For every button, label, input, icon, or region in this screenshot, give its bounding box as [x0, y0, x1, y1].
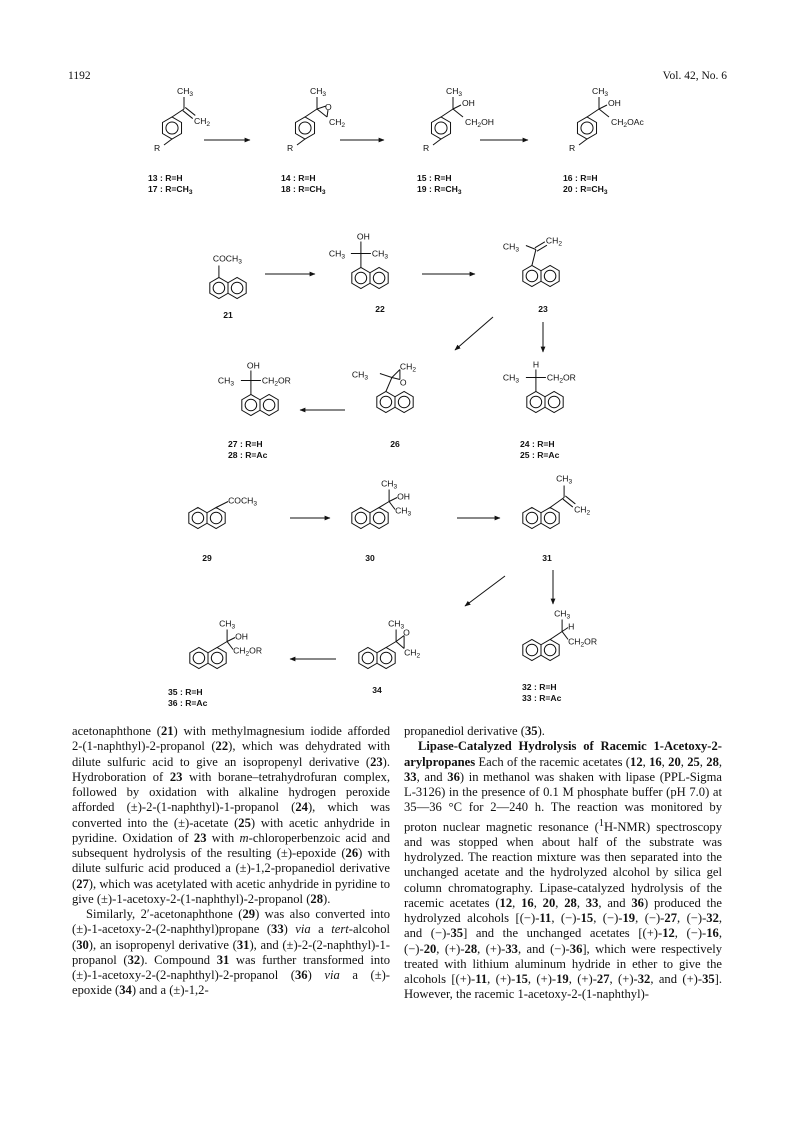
- bond: [441, 109, 453, 117]
- naphthalene-ring: [260, 395, 278, 416]
- naphthalene-ring: [370, 508, 388, 529]
- reaction-arrow: [465, 576, 505, 606]
- compound-label: 24 : R=H: [520, 439, 555, 449]
- substituent-label: OH: [246, 360, 260, 371]
- compound-label: 26: [390, 439, 400, 449]
- body-column-left: [72, 724, 390, 999]
- substituent-label: CH3: [556, 473, 573, 486]
- bond: [297, 139, 305, 145]
- substituent-label: CH3: [177, 86, 194, 98]
- bond: [392, 370, 400, 378]
- bond: [587, 109, 599, 117]
- bond: [386, 642, 396, 648]
- substituent-label: CH3: [219, 618, 236, 631]
- bond: [379, 502, 389, 508]
- substituent-label: H: [532, 359, 540, 370]
- substituent-label: CH3: [592, 86, 609, 98]
- naphthalene-ring: [359, 648, 377, 669]
- substituent-label: H: [568, 621, 575, 632]
- naphthalene-ring: [190, 648, 208, 669]
- aromatic-circle: [192, 512, 204, 524]
- compound-label: 30: [365, 553, 375, 563]
- compound-label: 29: [202, 553, 212, 563]
- naphthalene-ring: [370, 268, 388, 289]
- benzene-ring: [577, 117, 596, 139]
- substituent-label: R: [154, 143, 161, 153]
- aromatic-circle: [380, 396, 392, 408]
- aromatic-circle: [526, 270, 538, 282]
- naphthalene-ring: [189, 508, 207, 529]
- compound-label: 25 : R=Ac: [520, 450, 560, 460]
- bond: [227, 638, 235, 642]
- bond: [550, 498, 564, 508]
- naphthalene-ring: [352, 268, 370, 289]
- aromatic-circle: [373, 272, 385, 284]
- benzene-ring: [295, 117, 314, 139]
- aromatic-circle: [263, 399, 275, 411]
- substituent-label: R: [423, 143, 430, 153]
- substituent-label: CH2: [545, 235, 563, 248]
- naphthalene-ring: [228, 278, 246, 299]
- bond: [453, 105, 461, 109]
- bond: [599, 105, 607, 109]
- aromatic-circle: [299, 122, 311, 134]
- naphthalene-ring: [523, 508, 541, 529]
- page-number: 1192: [68, 70, 91, 82]
- substituent-label: CH2OAc: [611, 117, 644, 129]
- reaction-arrow: [455, 317, 493, 350]
- aromatic-circle: [581, 122, 593, 134]
- compound-label: 27 : R=H: [228, 439, 263, 449]
- bond: [453, 109, 463, 117]
- substituent-label: CH2OR: [568, 636, 598, 649]
- bond: [389, 498, 397, 502]
- aromatic-circle: [530, 396, 542, 408]
- substituent-label: CH3: [388, 618, 405, 631]
- substituent-label: CH3: [351, 369, 369, 382]
- naphthalene-ring: [207, 508, 225, 529]
- substituent-label: COCH3: [228, 495, 258, 508]
- substituent-label: CH2OH: [465, 117, 494, 129]
- compound-label: 23: [538, 304, 548, 314]
- compound-label: 32 : R=H: [522, 682, 557, 692]
- bond: [386, 378, 392, 392]
- aromatic-circle: [355, 272, 367, 284]
- substituent-label: CH3: [446, 86, 463, 98]
- substituent-label: OH: [235, 631, 248, 642]
- substituent-label: O: [403, 627, 410, 638]
- aromatic-circle: [548, 396, 560, 408]
- benzene-ring: [431, 117, 450, 139]
- aromatic-circle: [166, 122, 178, 134]
- substituent-label: CH3: [328, 248, 346, 261]
- substituent-label: CH3: [502, 372, 520, 385]
- compound-label: 17 : R=CH3: [148, 184, 193, 196]
- substituent-label: CH2: [194, 116, 211, 128]
- substituent-label: CH2: [329, 117, 346, 129]
- compound-label: 15 : R=H: [417, 173, 452, 183]
- bond: [433, 139, 441, 145]
- substituent-label: O: [325, 102, 332, 112]
- compound-label: 13 : R=H: [148, 173, 183, 183]
- aromatic-circle: [211, 652, 223, 664]
- naphthalene-ring: [541, 266, 559, 287]
- naphthalene-ring: [523, 640, 541, 661]
- substituent-label: OH: [462, 98, 475, 108]
- compound-label: 35 : R=H: [168, 687, 203, 697]
- bond: [216, 502, 228, 508]
- aromatic-circle: [213, 282, 225, 294]
- substituent-label: R: [287, 143, 294, 153]
- naphthalene-ring: [527, 392, 545, 413]
- substituent-label: CH3: [554, 608, 571, 621]
- substituent-label: CH2OR: [261, 375, 291, 388]
- bond: [217, 642, 227, 648]
- aromatic-circle: [245, 399, 257, 411]
- bond: [526, 246, 536, 250]
- compound-label: 18 : R=CH3: [281, 184, 326, 196]
- compound-label: 34: [372, 685, 382, 695]
- substituent-label: CH2OR: [233, 645, 263, 658]
- substituent-label: CH2: [574, 504, 591, 517]
- bond: [532, 250, 536, 266]
- naphthalene-ring: [352, 508, 370, 529]
- substituent-label: COCH3: [212, 253, 242, 266]
- compound-label: 31: [542, 553, 552, 563]
- aromatic-circle: [362, 652, 374, 664]
- substituent-label: CH3: [502, 241, 520, 254]
- compound-label: 21: [223, 310, 233, 320]
- paragraph: Similarly, 2′-acetonaphthone (29) was also converted into (±)-1-acetoxy-2-(2-naphthyl)propane (33) via a tert-alcohol (30), an isopropenyl derivative (31), and (±)-2-(2-naphthyl)-1-propanol (32). Compound 31 was further transformed into (±)-1-acetoxy-2-(2-naphthyl)-2-propanol (36) via a (±)-epoxide (34) and a (±)-1,2-: [72, 907, 391, 998]
- aromatic-circle: [210, 512, 222, 524]
- bond: [396, 642, 404, 649]
- substituent-label: CH2: [399, 361, 417, 374]
- aromatic-circle: [435, 122, 447, 134]
- journal-issue: Vol. 42, No. 6: [662, 70, 727, 82]
- compound-label: 20 : R=CH3: [563, 184, 608, 196]
- aromatic-circle: [380, 652, 392, 664]
- compound-label: 33 : R=Ac: [522, 693, 562, 703]
- compound-label: 36 : R=Ac: [168, 698, 208, 708]
- naphthalene-ring: [541, 640, 559, 661]
- substituent-label: O: [399, 377, 407, 388]
- naphthalene-ring: [210, 278, 228, 299]
- naphthalene-ring: [242, 395, 260, 416]
- compound-label: 19 : R=CH3: [417, 184, 462, 196]
- naphthalene-ring: [395, 392, 413, 413]
- bond: [172, 109, 184, 117]
- aromatic-circle: [544, 512, 556, 524]
- substituent-label: OH: [397, 491, 410, 502]
- substituent-label: CH2: [404, 647, 421, 660]
- aromatic-circle: [526, 512, 538, 524]
- substituent-label: CH3: [381, 478, 398, 491]
- substituent-label: OH: [356, 231, 370, 242]
- aromatic-circle: [398, 396, 410, 408]
- bond: [164, 139, 172, 145]
- naphthalene-ring: [523, 266, 541, 287]
- bond: [599, 109, 609, 117]
- substituent-label: CH3: [310, 86, 327, 98]
- substituent-label: CH2OR: [546, 372, 576, 385]
- paragraph: Lipase-Catalyzed Hydrolysis of Racemic 1-Acetoxy-2-arylpropanes Each of the racemic acetates (12, 16, 20, 25, 28, 33, and 36) in methanol was shaken with lipase (PPL-Sigma L-3126) in the presence of 0.1 M phosphate buffer (pH 7.0) at 35—36 °C for 2—240 h. The reaction was monitored by proton nuclear magnetic resonance ($^1$H-NMR) spectroscopy and was stopped when about half of the substrate was hydrolyzed. The reaction mixture was then separated into the unchanged acetate and the hydrolyzed alcohol by silica gel column chromatography. Lipase-catalyzed hydrolysis of the racemic acetates (12, 16, 20, 28, 33, and 36) produced the hydrolyzed alcohols [(−)-11, (−)-15, (−)-19, (−)-27, (−)-32, and (−)-35] and the unchanged acetates [(+)-12, (−)-16, (−)-20, (+)-28, (+)-33, and (−)-36], which were respectively treated with lithium aluminum hydride in ether to give the alcohols [(+)-11, (+)-15, (+)-19, (+)-27, (+)-32, and (+)-35]. However, the racemic 1-acetoxy-2-(1-naphthyl)-: [404, 739, 723, 1002]
- bond: [380, 374, 392, 378]
- substituent-label: CH3: [371, 248, 389, 261]
- compound-label: 14 : R=H: [281, 173, 316, 183]
- bond: [550, 632, 562, 640]
- compound-label: 22: [375, 304, 385, 314]
- compound-label: 16 : R=H: [563, 173, 598, 183]
- paragraph: acetonaphthone (21) with methylmagnesium iodide afforded 2-(1-naphthyl)-2-propanol (22), which was dehydrated with dilute sulfuric acid to give an isopropenyl derivative (23). Hydroboration of 23 with borane–tetrahydrofuran complex, followed by oxidation with alkaline hydrogen peroxide afforded (±)-2-(1-naphthyl)-1-propanol (24), which was converted into the (±)-acetate (25) with acetic anhydride in pyridine. Oxidation of 23 with m-chloroperbenzoic acid and subsequent hydrolysis of the resulting (±)-epoxide (26) with dilute sulfuric acid produced a (±)-1,2-propanediol derivative (27), which was acetylated with acetic anhydride in pyridine to give (±)-1-acetoxy-2-(1-naphthyl)-2-propanol (28).: [72, 724, 391, 906]
- bond: [392, 378, 400, 380]
- bond: [305, 109, 317, 117]
- aromatic-circle: [526, 644, 538, 656]
- naphthalene-ring: [377, 392, 395, 413]
- naphthalene-ring: [208, 648, 226, 669]
- benzene-ring: [162, 117, 181, 139]
- substituent-label: CH3: [217, 375, 235, 388]
- compound-label: 28 : R=Ac: [228, 450, 268, 460]
- aromatic-circle: [193, 652, 205, 664]
- naphthalene-ring: [377, 648, 395, 669]
- substituent-label: CH3: [395, 505, 412, 518]
- paragraph: propanediol derivative (35).: [404, 724, 545, 738]
- aromatic-circle: [373, 512, 385, 524]
- substituent-label: OH: [608, 98, 621, 108]
- naphthalene-ring: [545, 392, 563, 413]
- aromatic-circle: [544, 644, 556, 656]
- bond: [579, 139, 587, 145]
- aromatic-circle: [231, 282, 243, 294]
- aromatic-circle: [355, 512, 367, 524]
- naphthalene-ring: [541, 508, 559, 529]
- body-column-right: [404, 724, 722, 1003]
- substituent-label: R: [569, 143, 576, 153]
- aromatic-circle: [544, 270, 556, 282]
